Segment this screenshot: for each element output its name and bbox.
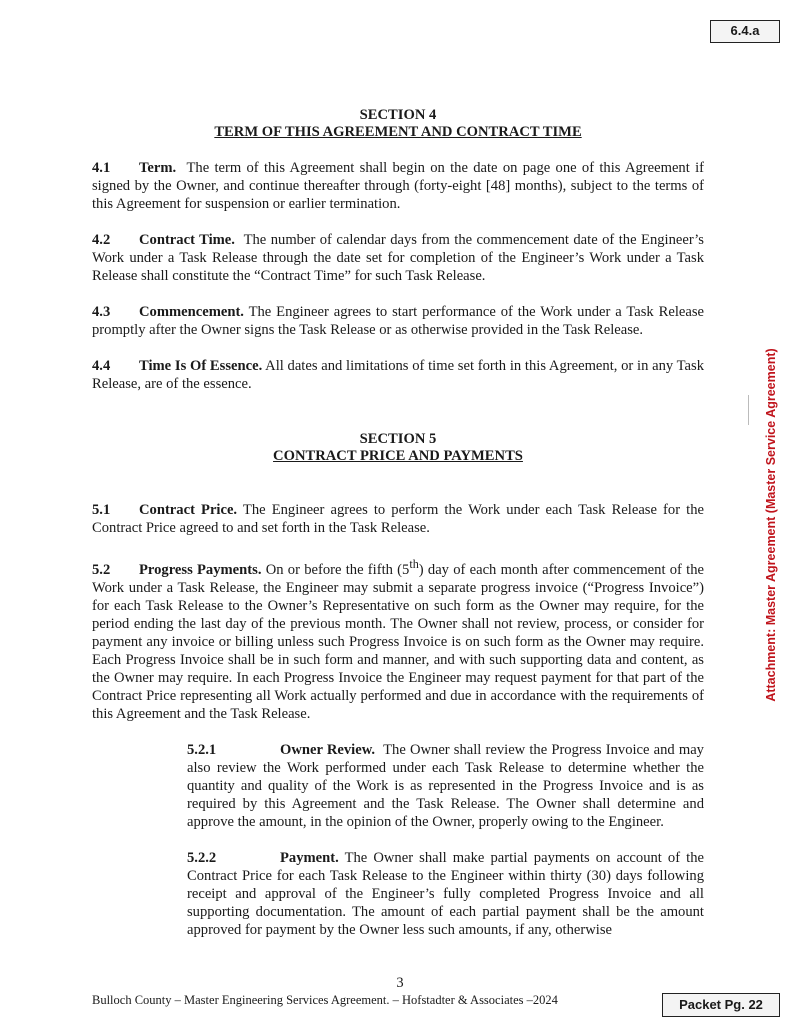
para-text: The number of calendar days from the commencement date of the Engineer’s Work under a Task Release through the date set for completion of the Engineer’s Work under a Task Release shall constitute the “Contract Time” for such Task Release. [92,232,704,284]
para-title: Term. [139,160,177,176]
para-title: Commencement. [139,304,244,320]
para-text: The Engineer agrees to perform the Work under each Task Release for the Contract Price agreed to and set forth in the Task Release. [92,502,705,536]
para-4-1 [92,159,704,213]
para-number: 4.2 [92,232,111,248]
para-text-start: On or before the fifth (5 [265,561,410,578]
para-title: Contract Price. [139,502,238,518]
para-number: 5.2 [92,561,111,578]
para-text-rest: ) day of each month after commencement of the Work under a Task Release, the Engineer may submit a separate progress invoice (“Progress Invoice”) for each Task Release to the Owner’s Representative on such form as the Owner may require, for the period ending the last day of the previous month. The Owner shall not review, process, or consider for payment any invoice or billing unless such Progress Invoice is on such form as the Owner may require. Each Progress Invoice shall be in such form and manner, and with such supporting data and content, as the Owner may require. In each Progress Invoice the Engineer may request payment for that part of the Contract Price representing all Work actually performed and due in accordance with the requirements of this Agreement and the Task Release. [92,561,704,722]
para-number: 4.4 [92,358,111,374]
para-number: 5.2.2 [187,849,217,866]
para-5-2 [92,555,704,723]
para-text: The term of this Agreement shall begin on the date on page one of this Agreement if signed by the Owner, and continue thereafter through (forty-eight [48] months), subject to the terms of this Agreement for suspension or earlier termination. [92,160,704,212]
para-5-1 [92,501,704,537]
para-text: All dates and limitations of time set forth in this Agreement, or in any Task Release, are of the essence. [92,358,704,392]
document-body [92,107,704,939]
section-4-number: SECTION 4 [359,107,437,123]
para-title: Contract Time. [139,232,235,248]
section-5-number: SECTION 5 [359,431,437,447]
document-tag: 6.4.a [710,20,780,43]
para-number: 5.2.1 [187,741,217,758]
para-title: Owner Review. [280,741,376,758]
para-number: 4.3 [92,304,111,320]
para-text: The Owner shall make partial payments on account of the Contract Price for each Task Release to the Engineer within thirty (30) days following receipt and approval of the Engineer’s fully completed Progress Invoice and all supporting documentation. The amount of each partial payment shall be the amount approved for payment by the Owner less such amounts, if any, otherwise [187,849,704,938]
packet-page-label: Packet Pg. 22 [662,993,780,1017]
side-divider [748,395,749,425]
para-5-2-1 [187,741,704,831]
para-4-2 [92,231,704,285]
page-number: 3 [396,975,404,991]
section-4-heading [92,107,704,141]
para-title: Progress Payments. [139,561,262,578]
section-5-heading [92,431,704,465]
para-text: The Engineer agrees to start performance of the Work under a Task Release promptly after the Owner signs the Task Release or as otherwise provided in the Task Release. [92,304,704,338]
section-5-title: CONTRACT PRICE AND PAYMENTS [273,448,523,464]
attachment-side-label: Attachment: Master Agreement (Master Service Agreement) [764,348,778,702]
para-title: Payment. [280,849,339,866]
para-title: Time Is Of Essence. [139,358,263,374]
para-number: 4.1 [92,160,111,176]
para-4-4 [92,357,704,393]
para-number: 5.1 [92,502,111,518]
section-4-title: TERM OF THIS AGREEMENT AND CONTRACT TIME [214,124,582,140]
para-4-3 [92,303,704,339]
para-text: The Owner shall review the Progress Invoice and may also review the Work performed under each Task Release to determine whether the quantity and quality of the Work is as represented in the Progress Invoice and is as required by this Agreement and the Task Release. The Owner shall determine and approve the amount, in the opinion of the Owner, properly owing to the Engineer. [187,741,704,830]
footer-text: Bulloch County – Master Engineering Services Agreement. – Hofstadter & Associates –2024 [92,993,558,1007]
ordinal-suffix: th [409,557,419,571]
para-5-2-2 [187,849,704,939]
